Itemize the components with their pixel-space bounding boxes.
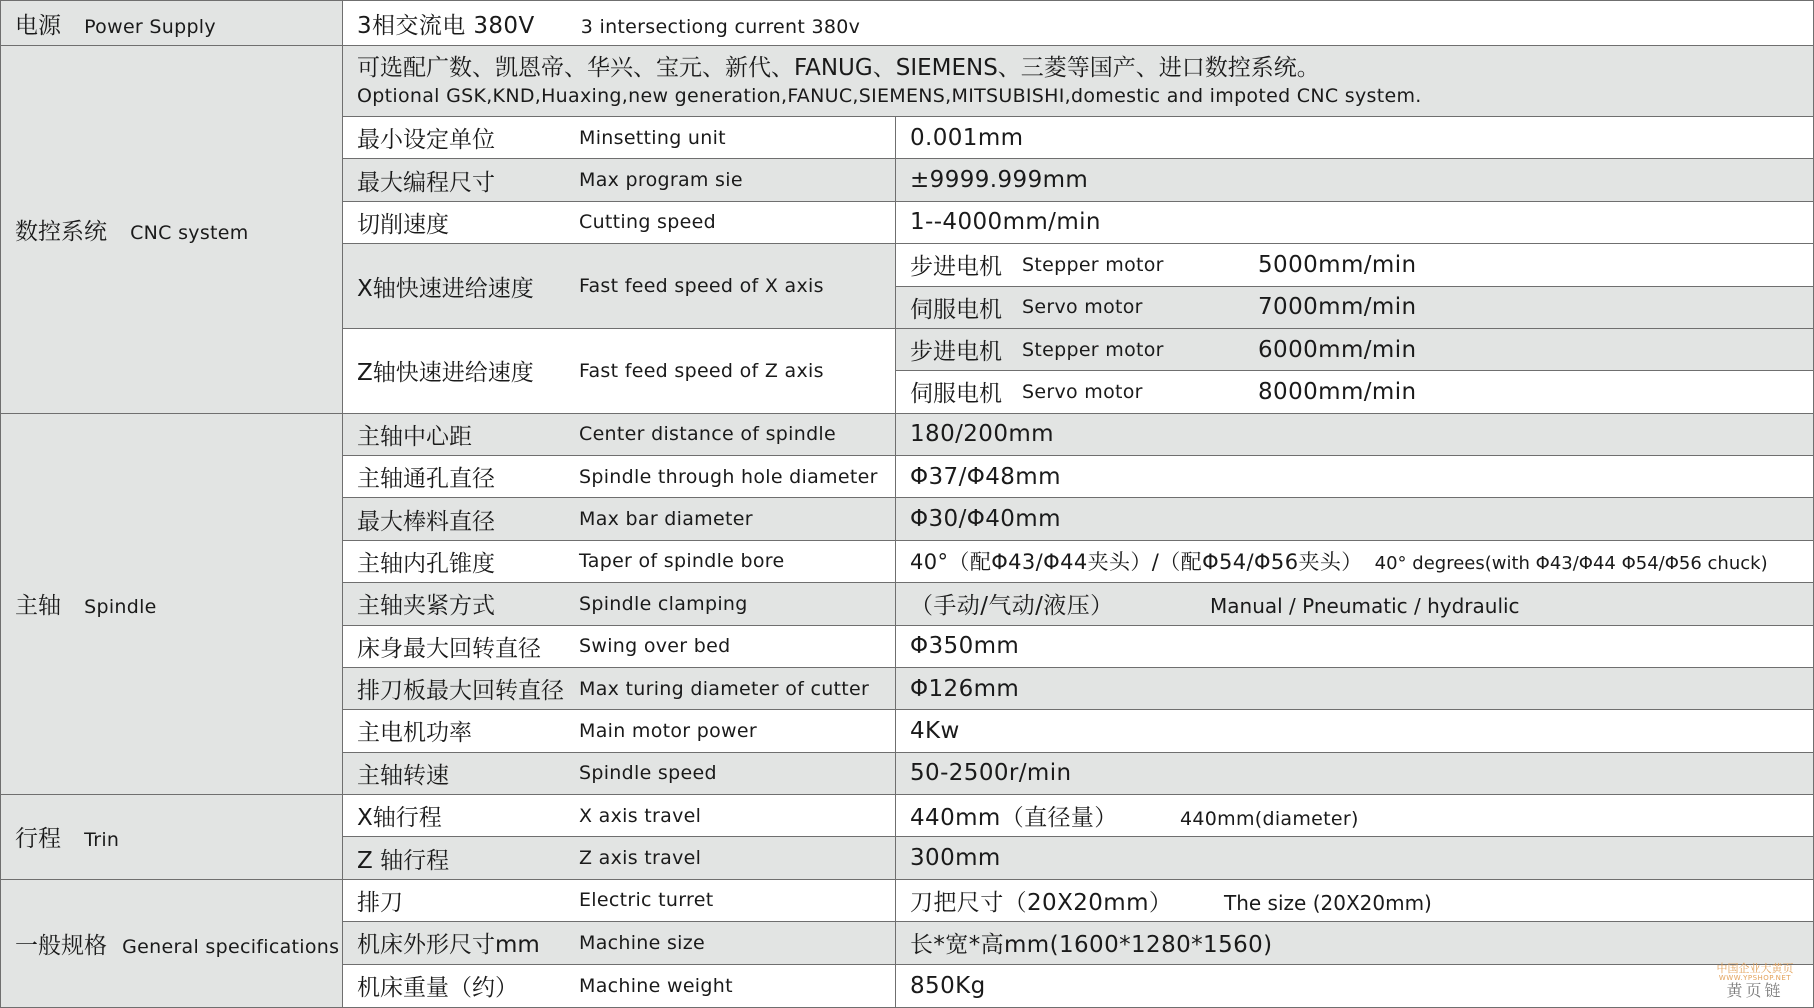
x-feed-stepper-cell	[896, 244, 1814, 286]
z-stepper-zh: 步进电机	[910, 339, 1002, 366]
spindle-value-cell	[896, 498, 1814, 540]
spindle-value-cell	[896, 752, 1814, 794]
spindle-row-value: Φ37/Φ48mm	[910, 463, 1061, 490]
spindle-row-en: Max turing diameter of cutter	[579, 677, 870, 700]
z-feed-stepper-cell	[896, 328, 1814, 370]
z-stepper-value: 6000mm/min	[1258, 336, 1417, 363]
max-program-en: Max program sie	[579, 169, 743, 192]
spindle-row-value: 40°（配Φ43/Φ44夹头）/（配Φ54/Φ56夹头）	[910, 550, 1363, 575]
general-row-value: 长*宽*高mm(1600*1280*1560)	[910, 932, 1273, 959]
spindle-value-cell	[896, 667, 1814, 709]
cutting-speed-en: Cutting speed	[579, 211, 716, 234]
travel-row-value: 300mm	[910, 845, 1001, 872]
travel-value-cell	[896, 795, 1814, 837]
z-feed-en: Fast feed speed of Z axis	[579, 359, 824, 382]
cnc-category-en: CNC system	[130, 222, 249, 245]
spindle-value-cell	[896, 710, 1814, 752]
spindle-label	[343, 583, 896, 625]
power-value-en: 3 intersectiong current 380v	[580, 15, 861, 38]
spindle-label	[343, 498, 896, 540]
general-row-zh: 机床外形尺寸mm	[357, 932, 540, 959]
spindle-row-value-en: 40° degrees(with Φ43/Φ44 Φ54/Φ56 chuck)	[1374, 553, 1768, 575]
general-category	[1, 879, 343, 1007]
spindle-label	[343, 667, 896, 709]
x-feed-zh: X轴快速进给速度	[357, 275, 534, 302]
x-feed-en: Fast feed speed of X axis	[579, 275, 824, 298]
max-program-zh: 最大编程尺寸	[357, 169, 495, 196]
table-row	[1, 879, 1814, 921]
spindle-row-en: Center distance of spindle	[579, 423, 836, 446]
cnc-category	[1, 46, 343, 413]
spindle-row-value-en: Manual / Pneumatic / hydraulic	[1210, 594, 1520, 619]
z-servo-value: 8000mm/min	[1258, 378, 1417, 405]
cnc-options-en: Optional GSK,KND,Huaxing,new generation,FANUC,SIEMENS,MITSUBISHI,domestic and impoted CNC system.	[357, 85, 1422, 108]
travel-value-cell	[896, 837, 1814, 879]
spindle-category	[1, 413, 343, 794]
cnc-options-cell	[343, 46, 1814, 117]
travel-row-en: X axis travel	[579, 804, 702, 827]
spindle-row-zh: 主轴通孔直径	[357, 466, 495, 493]
spindle-value-cell	[896, 456, 1814, 498]
min-unit-en: Minsetting unit	[579, 126, 726, 149]
spindle-row-value: （手动/气动/液压）	[910, 593, 1114, 620]
spindle-row-value: 180/200mm	[910, 421, 1054, 448]
cutting-speed-zh: 切削速度	[357, 211, 449, 238]
spindle-row-zh: 主轴转速	[357, 762, 449, 789]
max-program-value-cell	[896, 159, 1814, 201]
spindle-value-cell	[896, 540, 1814, 582]
general-value-cell	[896, 879, 1814, 921]
general-row-zh: 机床重量（约）	[357, 975, 518, 1002]
table-row	[1, 795, 1814, 837]
x-servo-zh: 伺服电机	[910, 296, 1002, 323]
power-value-cell	[343, 1, 1814, 46]
power-row	[1, 1, 1814, 46]
spindle-row-en: Swing over bed	[579, 635, 731, 658]
watermark-logo	[1710, 963, 1800, 1000]
spindle-category-en: Spindle	[84, 596, 157, 619]
spindle-row-value: Φ350mm	[910, 633, 1020, 660]
spindle-row-en: Taper of spindle bore	[579, 550, 785, 573]
spindle-row-en: Spindle through hole diameter	[579, 465, 878, 488]
general-row-zh: 排刀	[357, 889, 403, 916]
table-row	[1, 413, 1814, 455]
z-feed-servo-cell	[896, 371, 1814, 413]
general-value-cell	[896, 961, 1814, 1007]
general-label	[343, 964, 896, 1007]
max-program-label	[343, 159, 896, 201]
general-label	[343, 879, 896, 921]
spindle-value-cell	[896, 583, 1814, 625]
spindle-row-zh: 主轴内孔锥度	[357, 550, 495, 577]
spindle-row-zh: 排刀板最大回转直径	[357, 678, 564, 705]
z-stepper-en: Stepper motor	[1022, 338, 1164, 361]
spindle-row-value: 4Kw	[910, 717, 960, 744]
x-servo-en: Servo motor	[1022, 296, 1143, 319]
general-category-zh: 一般规格	[15, 932, 107, 959]
min-unit-label	[343, 117, 896, 159]
spindle-value-cell	[896, 625, 1814, 667]
general-row-en: Machine size	[579, 931, 706, 954]
x-stepper-value: 5000mm/min	[1258, 251, 1417, 278]
cutting-speed-value-cell	[896, 201, 1814, 243]
spindle-row-zh: 主轴夹紧方式	[357, 593, 495, 620]
spindle-row-en: Spindle clamping	[579, 592, 748, 615]
travel-label	[343, 795, 896, 837]
cutting-speed-value: 1--4000mm/min	[910, 209, 1101, 236]
z-servo-zh: 伺服电机	[910, 381, 1002, 408]
cutting-speed-label	[343, 201, 896, 243]
spindle-row-en: Max bar diameter	[579, 508, 753, 531]
general-label	[343, 922, 896, 964]
spindle-label	[343, 413, 896, 455]
spindle-row-zh: 主电机功率	[357, 720, 472, 747]
travel-row-zh: X轴行程	[357, 805, 442, 832]
min-unit-value-cell	[896, 117, 1814, 159]
cnc-options-row	[1, 46, 1814, 117]
spindle-label	[343, 752, 896, 794]
general-value-cell	[896, 922, 1814, 964]
watermark-line3: 黄页链	[1726, 981, 1784, 1001]
z-feed-zh: Z轴快速进给速度	[357, 360, 534, 387]
min-unit-zh: 最小设定单位	[357, 127, 495, 154]
spindle-row-zh: 床身最大回转直径	[357, 635, 541, 662]
general-row-value-en: The size (20X20mm)	[1224, 890, 1432, 915]
spindle-value-cell	[896, 413, 1814, 455]
spindle-row-value: Φ126mm	[910, 675, 1020, 702]
power-value: 3相交流电 380V	[357, 12, 535, 39]
general-row-value: 850Kg	[910, 972, 986, 999]
travel-row-value: 440mm（直径量）	[910, 805, 1118, 832]
general-row-en: Electric turret	[579, 889, 714, 912]
travel-category-zh: 行程	[15, 826, 61, 853]
general-category-en: General specifications	[122, 935, 340, 958]
spindle-row-value: 50-2500r/min	[910, 760, 1072, 787]
spindle-row-zh: 主轴中心距	[357, 423, 472, 450]
travel-row-value-en: 440mm(diameter)	[1180, 808, 1359, 831]
travel-row-en: Z axis travel	[579, 847, 702, 870]
watermark-line1: 中国企业大黄页	[1716, 961, 1794, 975]
spindle-row-en: Main motor power	[579, 719, 757, 742]
travel-label	[343, 837, 896, 879]
watermark-line2: WWW.YPSHOP.NET	[1718, 973, 1792, 982]
spindle-row-zh: 最大棒料直径	[357, 508, 495, 535]
min-unit-value: 0.001mm	[910, 124, 1024, 151]
spindle-label	[343, 456, 896, 498]
spindle-label	[343, 540, 896, 582]
spindle-category-zh: 主轴	[15, 593, 61, 620]
travel-row-zh: Z 轴行程	[357, 847, 450, 874]
power-en: Power Supply	[84, 15, 216, 38]
travel-category	[1, 795, 343, 880]
z-feed-label	[343, 328, 896, 413]
x-feed-label	[343, 244, 896, 329]
x-stepper-en: Stepper motor	[1022, 253, 1164, 276]
spindle-row-value: Φ30/Φ40mm	[910, 506, 1061, 533]
general-row-en: Machine weight	[579, 974, 733, 997]
x-servo-value: 7000mm/min	[1258, 294, 1417, 321]
cnc-category-zh: 数控系统	[15, 219, 107, 246]
x-stepper-zh: 步进电机	[910, 254, 1002, 281]
z-servo-en: Servo motor	[1022, 380, 1143, 403]
max-program-value: ±9999.999mm	[910, 167, 1089, 194]
cnc-options-zh: 可选配广数、凯恩帝、华兴、宝元、新代、FANUG、SIEMENS、三菱等国产、进口数控系统。	[357, 55, 1320, 82]
x-feed-servo-cell	[896, 286, 1814, 328]
spindle-label	[343, 625, 896, 667]
spindle-row-en: Spindle speed	[579, 762, 717, 785]
travel-category-en: Trin	[84, 829, 120, 852]
power-category	[1, 1, 343, 46]
power-zh: 电源	[15, 12, 61, 39]
general-row-value: 刀把尺寸（20X20mm）	[910, 889, 1173, 916]
spindle-label	[343, 710, 896, 752]
